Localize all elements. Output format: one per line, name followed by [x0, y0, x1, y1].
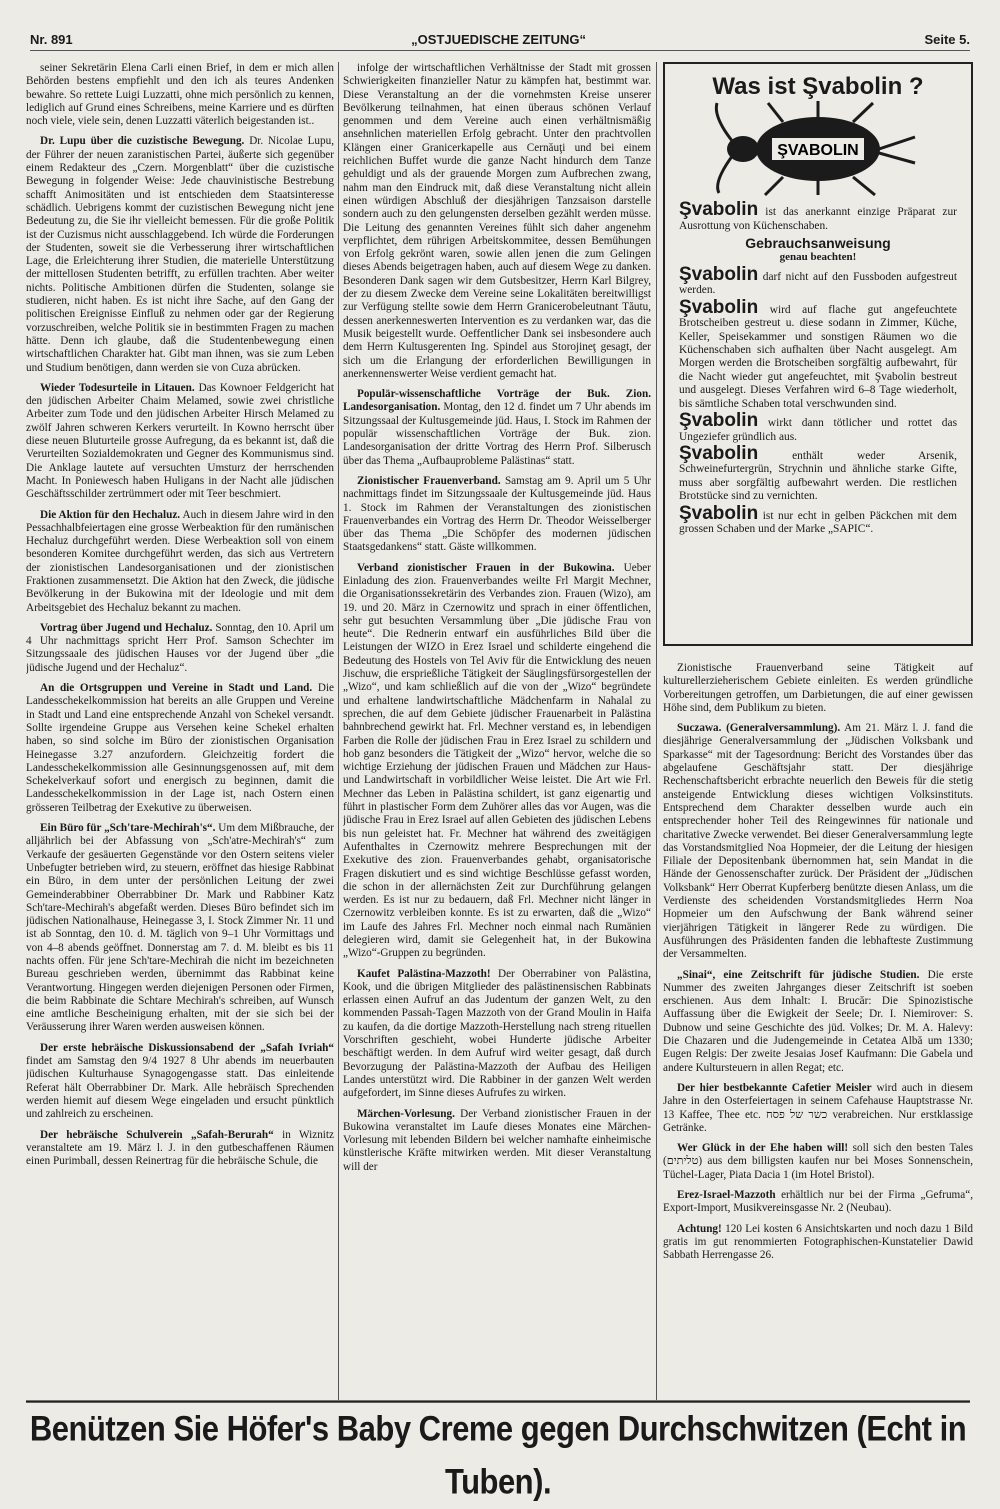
article-body: Am 21. März l. J. fand die diesjährige Generalversammlung der „Jüdischen Volksbank und Sparkasse“ mit der Tagesordnung: Bericht des Vorstandes über das abgelaufene Geschäftsjahr statt. Der diesjährige Rechenschaftsbericht erbrachte neuerlich den Beweis für die stetig ansteigende Entwicklung dieses wichtigen Volksinstituts. Entsprechend dem Charakter desselben wurde auch ein entsprechender hoher Teil des Reingewinnes für nationale und charitative Zwecke verwendet. Bei dieser Generalversammlung legte das Vorstandsmitglied Noa Hopmeier, der die Leitung der hiesigen Filiale der Depositenbank übernommen hat, sein Mandat in die Hände der Genossenschafter zurück. Der Präsident der „Jüdischen Volksbank“ Herr Oberrat Kupferberg benützte diesen Anlass, um die Verdienste des scheidenden Vorstandsmitgliedes Herrn Noa Hopmeier um den Aufschwung der Bank während seiner vierjährigen Tätigkeit in längerer Rede zu würdigen. Die Ausführungen des Präsidenten fanden die lebhafteste Zustimmung der Versammelten. — [663, 722, 973, 961]
column-left — [26, 62, 334, 1400]
article-headline: „Sinai“, eine Zeitschrift für jüdische Studien. — [677, 968, 920, 981]
article — [343, 1108, 651, 1174]
article-body: Montag, den 12 d. findet um 7 Uhr abends im Sitzungssaal der Kultusgemeinde jüd. Haus, I. Stock im Rahmen der populär wissenschaftlichen Vorträge der Buk. zion. Landesorganisation der dritte Vortrag des Herrn Prof. Silberusch über das Thema „Aufbauprobleme Palästinas“ statt. — [343, 401, 651, 467]
article-headline: Verband zionistischer Frauen in der Bukowina. — [357, 561, 615, 574]
article-body: soll sich den besten Tales (טליתים) aus dem billigsten kaufen nur bei Moses Sonnenschein, Tüchel-Lager, Piata Dacia 1 (im Hotel Bristol). — [663, 1142, 973, 1181]
article — [26, 62, 334, 128]
article-headline: Suczawa. (Generalversammlung). — [677, 722, 841, 735]
article-headline: Erez-Israel-Mazzoth — [677, 1188, 776, 1201]
article-headline: Wer Glück in der Ehe haben will! — [677, 1142, 849, 1155]
issue-number: Nr. 891 — [30, 31, 73, 47]
ad-line: Şvabolin ist nur echt in gelben Päckchen mit dem grossen Schaben und der Marke „SAPIC“. — [679, 502, 957, 535]
article-body: Dr. Nicolae Lupu, der Führer der neuen zaranistischen Partei, äußerte sich gegenüber einem Redakteur des „Czern. Morgenblatt“ über die cuzistische Bewegung in folgender Weise: Jede chauvinistische Bestrebung schafft Animositäten und ist entschieden dem Staatsinteresse schädlich. Uebrigens kommt der cuzistischen Bewegung nicht jene Bedeutung zu, die Sie ihr vielleicht bemessen. Für die große Politik ist der Cuzismus nicht ausschlaggebend. Ich würde die Forderungen der Studenten, soweit sie die Verbesserung ihrer wirtschaftlichen Lage, die Erleichterung ihrer Studien, die materielle Unterstützung der mittellosen Studenten betrifft, zu erfüllen trachten. Aber weiter nichts. Politische Ambitionen dürfen die Studenten, solange sie studieren, nicht haben. Es ist nicht ihre Sache, auf den Gang der politischen Ereignisse Einfluß zu nehmen oder gar der Regierung vorzuschreiben, welche Politik sie in bestimmten Fragen zu machen hätte. Denn ich glaube, daß die Studentenbewegung einen wirtschaftlichen Charakter hat. Gibt man ihnen, was sie zum Leben und Studium benötigen, dann werden sie von Cuza abrücken. — [26, 135, 334, 374]
ad-line: Şvabolin ist das anerkannt einzige Präparat zur Ausrottung von Küchenschaben. — [679, 199, 957, 232]
article — [26, 509, 334, 615]
article-body: Die erste Nummer des zweiten Jahrganges dieser Zeitschrift ist soeben erschienen. Aus dem Inhalt: I. Brucăr: Die Spinozistische Auffassung über die Ewigkeit der Seele; Dr. I. Niemirover: S. Dubnow und seine Geschichte des jüd. Volkes; Dr. M. A. Halevy: Die Chazaren und die Judengemeinde in Cetatea Albă um 1330; Eugen Relgis: Der zweite Jesaias Josef Kaufmann: Die Gabela und andere Kultursteuern in allen Regat; etc. — [663, 968, 973, 1074]
article-headline: Zionistischer Frauenverband. — [357, 474, 501, 487]
article-headline: Vortrag über Jugend und Hechaluz. — [40, 621, 213, 634]
footer-advertisement: Benützen Sie Höfer's Baby Creme gegen Durchschwitzen (Echt in Tuben). — [26, 1400, 970, 1455]
newspaper-title: „OSTJUEDISCHE ZEITUNG“ — [411, 31, 586, 47]
article — [663, 1189, 973, 1216]
article-headline: Der hebräische Schulverein „Safah-Berurah“ — [40, 1128, 274, 1141]
ad-line: Şvabolin enthält weder Arsenik, Schweinefurtergrün, Strychnin und ähnliche starke Gifte, muss aber sorgfältig aufbewahrt werden. Die restlichen Brotstücke sind zu vernichten. — [679, 442, 957, 503]
article-body: Die Landesschekelkommission hat bereits an alle Gruppen und Vereine in Stadt und Land eine entsprechende Anzahl von Schekel versandt. Sollte irgendeine Gruppe aus Versehen keine Schekel erhalten haben, so sind solche im Büro der zionistischen Organisation Heinegasse 3.27 anzufordern. Gleichzeitig fordert die Landesschekelkommission alle Gesinnungsgenossen auf, mit dem Schekelverkauf sofort und energisch zu beginnen, damit die Landesschekelkommission in der Lage ist, nach Ostern einen grösseren Teilbetrag der Exekutive zu überweisen. — [26, 682, 334, 814]
article-headline: Kaufet Palästina-Mazzoth! — [357, 967, 491, 980]
article-body: Der Verband zionistischer Frauen in der Bukowina veranstaltet im Laufe dieses Monates eine Märchen-Vorlesung mit lebenden Bildern bei welcher namhafte einheimische künstlerische Kräfte mitwirken werden. Mit dieser Veranstaltung will der — [343, 1107, 651, 1173]
article-body: Ueber Einladung des zion. Frauenverbandes weilte Frl Margit Mechner, die Organisationssekretärin des Verbandes zion. Frauen (Wizo), am 19. und 20. März in Czernowitz und sprach in einer öffentlichen, sehr gut besuchten Versammlung über „Die jüdische Frau von heute“. Die Rednerin entwarf ein ausführliches Bild über die Leistungen der WIZO in Erez Israel und schilderte eingehend die Bedeutung des Hostels von Tel Aviv für die Entwicklung des neuen Jischuw, die ersprießliche Tätigkeit der Säuglingsfürsorgestellen der „Wizo“, und kam schließlich auf die von der „Wizo“ begründete und erhaltene landwirtschaftliche Mädchenfarm in Nahalal zu sprechen, die auf dem Gebiete jüdischer Frauenarbeit in Palästina bahnbrechend gewirkt hat. Frl. Mechner verstand es, in lebendigen Farben die Rolle der jüdischen Frau in Erez Israel zu schildern und hob ganz besonders die Tätigkeit der „Wizo“ hervor, welche die so wichtige Erziehung der jüdischen Frauen und Mädchen zur Haus- und Landwirtschaft in vorbildlicher Weise leistet. Die Art wie Frl. Mechner das Leben in Palästina schildert, ist ganz eigenartig und führt in plastischer Form dem Zuhörer alles das vor Augen, was die jüdische Frau in Erez Israel auf allen Gebieten des jüdischen Lebens bis nun geleistet hat. Fr. Mechner hat während des zweitägigen Aufenthaltes in Czernowitz mehrere Besprechungen mit der Exekutive des zion. Frauenverbandes gehabt, organisatorische Fragen diskutiert und es sind wichtige Beschlüsse gefasst worden, die schon in der allernächsten Zeit zur Durchführung gelangen werden. Es ist nur zu bedauern, daß Frl. Mechner nicht länger in Czernowitz verbleiben konnte. Es ist zu erwarten, daß die „Wizo“ im Laufe des Jahres Frl. Mechner noch einmal nach Rumänien delegieren wird, damit sie Gelegenheit hat, in der Bukowina „Wizo“-Gruppen zu begründen. — [343, 561, 651, 960]
article-headline: An die Ortsgruppen und Vereine in Stadt und Land. — [40, 682, 313, 695]
article-headline: Ein Büro für „Sch'tare-Mechirah's“. — [40, 822, 216, 835]
article — [26, 682, 334, 815]
article-body: in Wiznitz veranstaltete am 19. März l. J. in den gutbeschaffenen Räumen einen Purimball, dessen Reinertrag für die hebräische Schule, die — [26, 1128, 334, 1168]
article — [343, 475, 651, 555]
ad-line: Şvabolin wirkt dann tötlicher und rottet das Ungeziefer gründlich aus. — [679, 410, 957, 443]
article-body: Sonntag, den 10. April um 4 Uhr nachmittags spricht Herr Prof. Samson Schechter im Sitzungssaale des jüdischen Hauses vor der Jugend über „die jüdische Jugend und der Hechaluz“. — [26, 621, 334, 674]
article-headline: Populär-wissenschaftliche Vorträge der Buk. Zion. Landesorganisation. — [343, 388, 651, 414]
article-body: Samstag am 9. April um 5 Uhr nachmittags findet im Sitzungssaale der Kultusgemeinde jüd. Haus 1. Stock im Rahmen der Veranstaltungen des zionistischen Frauenverbandes ein Vortrag des Herrn Dr. Theodor Weisselberger über das Thema „Die Schöpfer des modernen jüdischen Staatsgedankens“ statt. Gäste willkommen. — [343, 474, 651, 554]
article — [26, 1129, 334, 1169]
article — [663, 1082, 973, 1135]
article-body: Der Oberrabiner von Palästina, Kook, und die übrigen Mitglieder des palästinensischen Rabbinats erlassen einen Aufruf an das Judentum der ganzen Welt, zu den kommenden Passah-Tagen Mazzoth von der Grand Moulin in Haifa zu kaufen, da die dortige Mazzoth-Herstellung nach streng rituellen Vorschriften geschieht, wobei Hunderte jüdische Arbeiter beschäftigt werden. In dem Aufruf wird weiter gesagt, daß durch Bevorzugung der Palästina-Mazzoth der Aufbau des Heiligen Landes unterstützt wird. Die Rabbiner in der ganzen Welt werden aufgefordert, im Sinne dieses Aufrufes zu wirken. — [343, 967, 651, 1100]
article — [663, 662, 973, 715]
article-headline: Dr. Lupu über die cuzistische Bewegung. — [40, 135, 245, 148]
article — [343, 562, 651, 961]
article-headline: Die Aktion für den Hechaluz. — [40, 508, 181, 521]
article-headline: Der hier bestbekannte Cafetier Meisler — [677, 1081, 872, 1094]
article-body: Das Kownoer Feldgericht hat den jüdischen Arbeiter Chaim Melamed, sowie zwei christliche Arbeiter zum Tode und den jüdischen Arbeiter Hirsch Melamed zu zwölf Jahren schweren Kerkers verurteilt. In Kowno herrscht über diese neuen Bluturteile grosse Aufregung, da es bekannt ist, daß die Verurteilten Sozialdemokraten und Gegner des Kommunismus sind. Die Anklage lautete auf versuchten Umsturz der herrschenden Macht. In Poniewesch haben Huligans in der Nacht alle jüdischen Geschäftsschilder zertrümmert oder mit Teer beschmiert. — [26, 381, 334, 501]
article-body: erhältlich nur bei der Firma „Gefruma“, Export-Import, Musikvereinsgasse Nr. 2 (Neubau). — [663, 1188, 973, 1215]
article — [26, 822, 334, 1035]
ad-title: Was ist Şvabolin ? — [712, 73, 924, 100]
column-divider — [656, 62, 657, 1400]
column-middle — [343, 62, 651, 1400]
svabolin-advertisement — [663, 62, 973, 646]
ad-label: ŞVABOLIN — [777, 142, 859, 160]
ad-line: Şvabolin darf nicht auf den Fussboden aufgestreut werden. — [679, 264, 957, 297]
article — [343, 62, 651, 381]
article — [26, 1042, 334, 1122]
page-number: Seite 5. — [924, 31, 970, 47]
article-headline: Wieder Todesurteile in Litauen. — [40, 381, 195, 394]
article-headline: Der erste hebräische Diskussionsabend der „Safah Ivriah“ — [40, 1041, 334, 1054]
column-divider — [338, 62, 339, 1400]
column-right — [663, 662, 973, 1398]
article — [343, 968, 651, 1101]
article-body: wird auch in diesem Jahre in den Osterfeiertagen in seinem Cafehause Hauptstrasse Nr. 13 Kaffee, Thee etc. כשר של פסח verabreichen. Nur erstklassige Getränke. — [663, 1081, 973, 1134]
cockroach-icon — [713, 97, 923, 197]
article — [663, 722, 973, 961]
article — [26, 382, 334, 502]
article-headline: Achtung! — [677, 1222, 722, 1235]
article-body: Zionistische Frauenverband seine Tätigkeit auf kulturellerzieherischem Gebiete einleiten. Es werden gründliche Vorbereitungen getroffen, um Darbietungen, die auf einer gewissen Höhe sind, dem Publikum zu bieten. — [663, 662, 973, 714]
article — [343, 388, 651, 468]
usage-title: Gebrauchsanweisung — [745, 235, 891, 252]
article — [26, 622, 334, 675]
article-body: Um dem Mißbrauche, der alljährlich bei der Abfassung von „Sch'atre-Mechirah's“ zum Verkaufe der gesäuerten Gegenstände vor den Ostern seitens vieler Unbefugter betrieben wird, zu steuern, eröffnet das hiesige Rabbinat ein Büro, in dem unter der persönlichen Leitung der zwei Gemeinderabbiner Oberrabbiner Dr. Mark und Rabbiner Katz Sch'tare-Mechirah's abgefaßt werden. Dieses Büro befindet sich im jüdischen Nationalhause, Heinegasse 3, I. Stock Zimmer Nr. 11 und ist ab Sonntag, den 10. d. M. täglich von 9–1 Uhr Vormittags und von 4–8 abends geöffnet. Donnerstag am 7. d. M. bleibt es bis 11 nachts offen. Für jene Sch'tare-Mechirah die nicht im bezeichneten Bureau geschrieben werden, übernimmt das Rabbinat keine Verantwortung. Hingegen werden diejenigen Personen oder Firmen, die beim Rabbinate die Schtare Mechirah's schreiben, auf Wunsch eine amtliche Bescheinigung erhalten, mit der sie sich bei der Veräusserung ihrer Waren werden ausweisen können. — [26, 822, 334, 1034]
article-body: findet am Samstag den 9/4 1927 8 Uhr abends im neuerbauten jüdischen Kulturhause Synagogengasse statt. Das einleitende Referat hält Oberrabbiner Dr. Mark. Alle hebräisch Sprechenden werden hiemit auf diesem Wege eingeladen und ersucht pünktlich und zahlreich zu erscheinen. — [26, 1055, 334, 1121]
article-body: Auch in diesem Jahre wird in den Pessachhalbfeiertagen eine grosse Werbeaktion für den rumänischen Hechaluz durchgeführt werden. Diese Werbeaktion soll von einem besonderen Komitee durchgeführt werden, das sich aus Vertretern der zionistischen Landesorganisationen und der zionistischen Fraktionen zusammensetzt. Die Aktion hat den Zweck, die jüdische Bevölkerung in der Bukowina mit der Ideologie und mit dem Arbeitsgebiet des Hechaluz bekannt zu machen. — [26, 508, 334, 614]
article-body: seiner Sekretärin Elena Carli einen Brief, in dem er mich allen Behörden bestens empfiehlt und den ich als teures Andenken bewahre. So rettete Luigi Luzzatti, ohne mich persönlich zu kennen, lediglich auf Grund eines Schreibens, meine Karriere und es dürften noch viele, viele sein, denen Luzzatti väterlich beigestanden ist.. — [26, 62, 334, 128]
article-body: 120 Lei kosten 6 Ansichtskarten und noch dazu 1 Bild gratis im gut renommierten Fotographischen-Kunstatelier Dawid Sabbath Herrengasse 26. — [663, 1222, 973, 1262]
page-header — [30, 28, 970, 51]
article-headline: Märchen-Vorlesung. — [357, 1107, 455, 1120]
article — [663, 1142, 973, 1182]
article-body: infolge der wirtschaftlichen Verhältnisse der Stadt mit grossen Schwierigkeiten finanzieller Natur zu kämpfen hat, bestimmt war. Diese Veranstaltung an der die vornehmsten Kreise unserer Bevölkerung teilnahmen, hat einen überaus schönen Verlauf genommen und dem Vereine auch einen verhältnismäßig ansehnlichen materiellen Erfolg gebracht. Unter den prachtvollen Klängen einer Granicerkapelle aus Cernăuţi und bei einem reichlichen Buffet wurde die ganze Nacht hindurch dem Tanze gehuldigt und als der grauende Morgen zum Aufbrechen zwang, nahm man den Eindruck mit, daß diese Veranstaltung nicht allein einen würdigen Abschluß der diesjährigen Tanzsaison darstelle sondern auch zu den gelungensten derselben gezählt werden müsse. Die Leitung des genannten Vereines fühlt sich daher angenehm verpflichtet, dem rührigen Arbeitskommitee, dessen Bemühungen von Erfolg gekrönt waren, sowie allen jenen die zum Gelingen dieses Abends beigetragen haben, auch auf diesem Wege zu danken. Besonderen Dank sagen wir dem Gutsbesitzer, Herrn Karl Bilgrey, der zu diesem Zwecke dem Vereine seine Lokalitäten bereitwilligst zur Verfügung stellte sowie dem Herrn Granicerobeleutnant Tăutu, dessen anerkenneswerten Intervention es zu verdanken war, das die Musik beigestellt wurde. Oeffentlicher Dank sei insbesondere auch dem Herrn Kultusgerenten Ing. Spindel aus Storojineţ gesagt, der sich um die Erlangung der erforderlichen Bewilligungen in anerkennenswerter Weise verdient gemacht hat. — [343, 62, 651, 380]
article — [663, 969, 973, 1075]
article — [663, 1223, 973, 1263]
article — [26, 135, 334, 374]
ad-line: Şvabolin wird auf flache gut angefeuchtete Brotscheiben gestreut u. diese sodann in Zimmer, Küche, Keller, Speisekammer und sonstigen Räumen wo die Küchenschaben sich aufhalten über Nacht ausgelegt. Am Morgen werden die Brotscheiben sorgfältig aufbewahrt, für die Nacht wieder gut angefeuchtet, mit Şvabolin bestreut und ausgelegt. Dieses Verfahren wird 6–8 Tage wiederholt, bis sämtliche Schaben total verschwunden sind. — [679, 296, 957, 410]
usage-subtitle: genau beachten! — [779, 250, 857, 263]
